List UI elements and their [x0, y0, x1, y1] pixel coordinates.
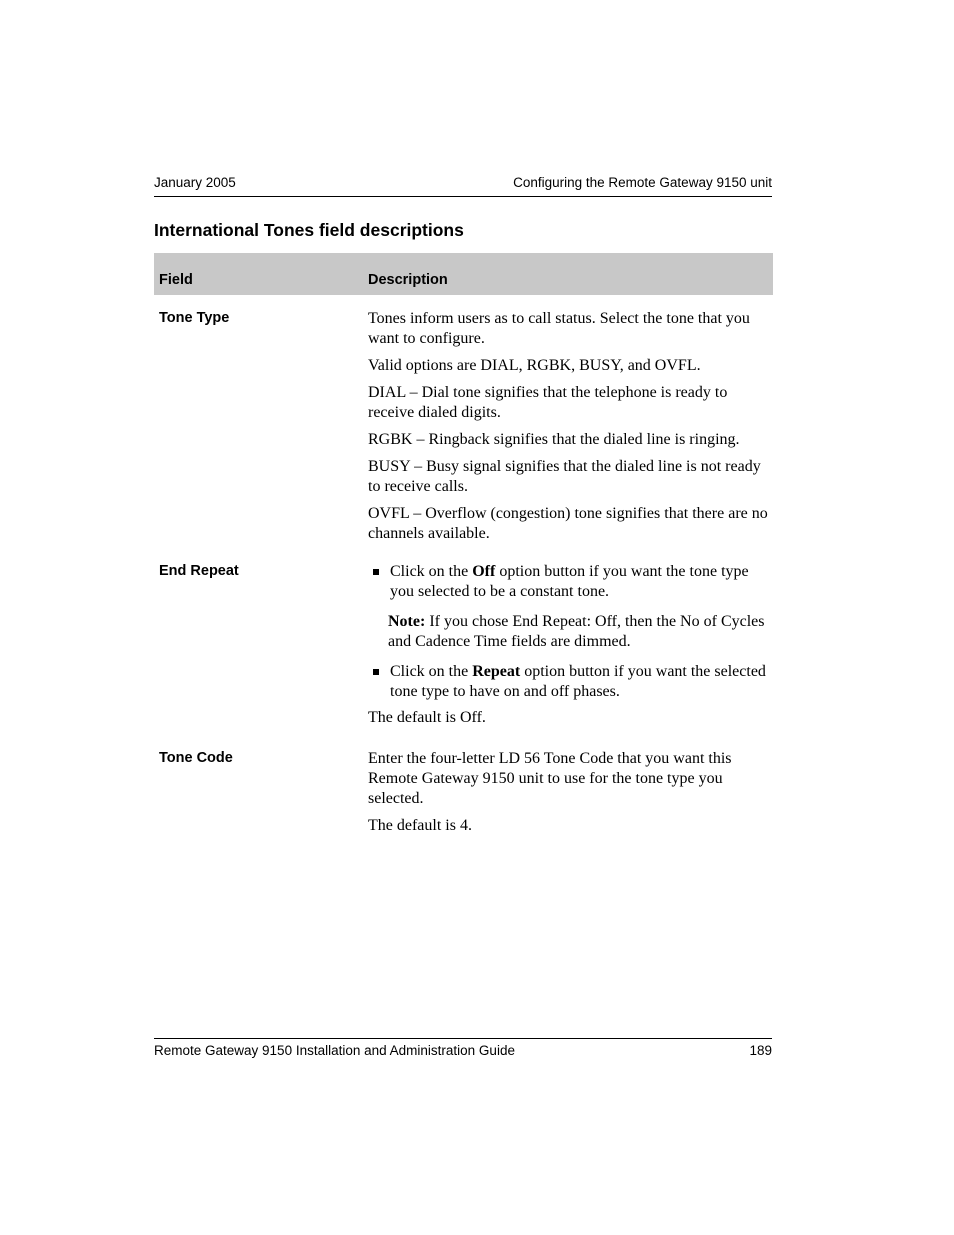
description-tone-type: [368, 309, 772, 551]
bullet-item-repeat: [368, 662, 772, 702]
description-paragraph: Valid options are DIAL, RGBK, BUSY, and OVFL.: [368, 357, 701, 374]
bold-term-off: Off: [472, 563, 496, 580]
square-bullet-icon: [373, 669, 379, 675]
column-header-description: Description: [368, 272, 448, 288]
description-paragraph: DIAL – Dial tone signifies that the telephone is ready to receive dialed digits.: [368, 384, 728, 421]
header-date: January 2005: [154, 175, 236, 190]
description-paragraph: RGBK – Ringback signifies that the dialed line is ringing.: [368, 431, 740, 448]
description-paragraph: Tones inform users as to call status. Select the tone that you want to configure.: [368, 310, 750, 347]
header-chapter-title: Configuring the Remote Gateway 9150 unit: [513, 175, 772, 190]
bullet-text: option button if you want the tone type you selected to be a constant tone.: [390, 563, 749, 600]
section-title: International Tones field descriptions: [154, 220, 464, 240]
note-text: If you chose End Repeat: Off, then the No of Cycles and Cadence Time fields are dimmed.: [388, 613, 765, 650]
bold-term-repeat: Repeat: [472, 663, 521, 680]
running-footer: [154, 1038, 772, 1058]
bullet-text: option button if you want the selected tone type to have on and off phases.: [390, 663, 766, 700]
description-paragraph: BUSY – Busy signal signifies that the dialed line is not ready to receive calls.: [368, 458, 761, 495]
column-header-field: Field: [159, 272, 193, 288]
bullet-text: Click on the: [390, 663, 473, 680]
running-header: [154, 175, 772, 197]
field-name-tone-code: Tone Code: [159, 750, 233, 766]
description-paragraph: Enter the four-letter LD 56 Tone Code that you want this Remote Gateway 9150 unit to use for the tone type you selected.: [368, 750, 732, 807]
description-paragraph: OVFL – Overflow (congestion) tone signifies that there are no channels available.: [368, 505, 768, 542]
page-number: 189: [749, 1043, 772, 1058]
footer-book-title: Remote Gateway 9150 Installation and Administration Guide: [154, 1043, 515, 1058]
square-bullet-icon: [373, 569, 379, 575]
table-header-row: [154, 253, 773, 295]
default-value-text: The default is Off.: [368, 709, 486, 726]
bullet-text: Click on the: [390, 563, 473, 580]
note: [388, 612, 772, 652]
description-end-repeat: [368, 562, 772, 735]
field-name-tone-type: Tone Type: [159, 310, 230, 326]
note-label: Note:: [388, 613, 426, 630]
description-tone-code: [368, 749, 772, 843]
bullet-item-off: [368, 562, 772, 602]
description-paragraph: The default is 4.: [368, 817, 472, 834]
field-name-end-repeat: End Repeat: [159, 563, 239, 579]
